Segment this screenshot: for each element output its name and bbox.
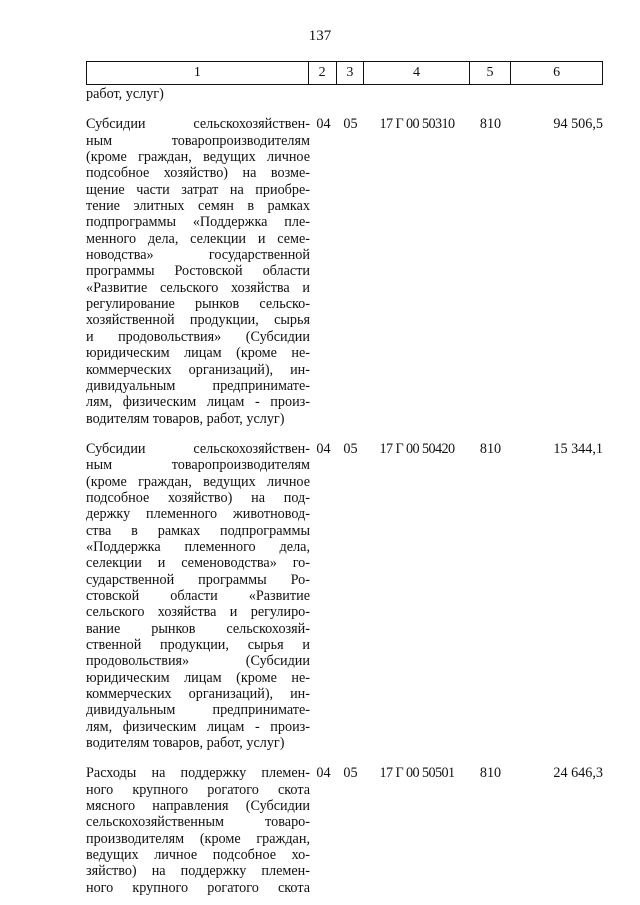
description-line: юридическим лицам (кроме не- (86, 345, 310, 362)
description-line: подсобное хозяйство) на под- (86, 489, 310, 506)
description-line: ным товаропроизводителям (86, 457, 310, 474)
cell-c3: 05 (343, 440, 358, 457)
description-line: ведущих личное подсобное хо- (86, 847, 310, 864)
cell-c3: 05 (343, 765, 358, 782)
description-line: ного крупного рогатого скота (86, 879, 310, 896)
header-col-3: 3 (336, 62, 364, 85)
description-line: (кроме граждан, ведущих личное (86, 473, 310, 490)
cell-c2: 04 (316, 116, 331, 133)
continuation-row (86, 86, 603, 102)
description-line: сельскохозяйственным товаро- (86, 814, 310, 831)
cell-c2: 04 (316, 765, 331, 782)
description-line: регулирование рынков сельско- (86, 296, 310, 313)
header-col-6: 6 (511, 62, 603, 85)
description-line: Субсидии сельскохозяйствен- (86, 440, 310, 457)
cell-c5: 810 (479, 440, 502, 457)
description-line: зяйство) на поддержку племен- (86, 863, 310, 880)
description-line: дивидуальным предпринимате- (86, 702, 310, 719)
table-row (86, 116, 603, 427)
table-row (86, 441, 603, 752)
description-line: ным товаропроизводителям (86, 132, 310, 149)
cell-c5: 810 (479, 116, 502, 133)
description-line: водителям товаров, работ, услуг) (86, 735, 285, 752)
description-line: щение части затрат на приобре- (86, 181, 310, 198)
description-line: подсобное хозяйство) на возме- (86, 165, 310, 182)
description-line: производителям (кроме граждан, (86, 830, 310, 847)
row-spacer (86, 427, 603, 441)
description-line: Расходы на поддержку племен- (86, 765, 310, 782)
header-col-4: 4 (364, 62, 470, 85)
description-line: сударственной программы Ро- (86, 571, 310, 588)
description-line: коммерческих организаций), ин- (86, 686, 310, 703)
cell-c6: 24 646,3 (553, 765, 603, 782)
description-line: тение элитных семян в рамках (86, 198, 310, 215)
description-line: и продовольствия» (Субсидии (86, 328, 310, 345)
description-line: юридическим лицам (кроме не- (86, 669, 310, 686)
description-line: держку племенного животновод- (86, 506, 310, 523)
description-line: менного дела, селекции и семе- (86, 230, 310, 247)
description-line: ного крупного рогатого скота (86, 781, 310, 798)
continuation-text: работ, услуг) (86, 86, 164, 102)
cell-c4: 17 Г 00 50310 (379, 116, 455, 133)
header-col-2: 2 (308, 62, 336, 85)
cell-c6: 15 344,1 (553, 440, 603, 457)
description-line: сельского хозяйства и регулиро- (86, 604, 310, 621)
description-line: (кроме граждан, ведущих личное (86, 149, 310, 166)
description-line: водителям товаров, работ, услуг) (86, 410, 285, 427)
description-line: ственной продукции, сырья и (86, 637, 310, 653)
description-line: «Развитие сельского хозяйства и (86, 279, 310, 296)
header-col-1: 1 (87, 62, 309, 85)
cell-c4: 17 Г 00 50501 (379, 765, 455, 782)
page-number: 137 (308, 28, 332, 44)
cell-c5: 810 (479, 765, 502, 782)
row-spacer (86, 751, 603, 765)
description-line: «Поддержка племенного дела, (86, 538, 310, 555)
description-line: подпрограммы «Поддержка пле- (86, 214, 310, 231)
budget-table (86, 86, 603, 896)
description-line: лям, физическим лицам - произ- (86, 394, 310, 411)
row-description (86, 116, 310, 427)
description-line: дивидуальным предпринимате- (86, 377, 310, 394)
table-header (86, 61, 603, 85)
description-line: коммерческих организаций), ин- (86, 361, 310, 378)
description-line: хозяйственной продукции, сырья (86, 312, 310, 329)
description-line: мясного направления (Субсидии (86, 798, 310, 815)
cell-c4: 17 Г 00 50420 (379, 440, 455, 457)
row-description (86, 441, 310, 752)
description-line: новодства» государственной (86, 247, 310, 264)
description-line: селекции и семеноводства» го- (86, 555, 310, 572)
header-col-5: 5 (469, 62, 510, 85)
description-line: продовольствия» (Субсидии (86, 653, 310, 670)
description-line: стовской области «Развитие (86, 587, 310, 604)
row-description (86, 765, 310, 896)
table-row (86, 765, 603, 896)
description-line: вание рынков сельскохозяй- (86, 620, 310, 637)
cell-c3: 05 (343, 116, 358, 133)
cell-c2: 04 (316, 440, 331, 457)
row-spacer (86, 102, 603, 116)
cell-c6: 94 506,5 (553, 116, 603, 133)
description-line: Субсидии сельскохозяйствен- (86, 116, 310, 133)
description-line: лям, физическим лицам - произ- (86, 718, 310, 735)
description-line: программы Ростовской области (86, 263, 310, 280)
description-line: ства в рамках подпрограммы (86, 522, 310, 539)
